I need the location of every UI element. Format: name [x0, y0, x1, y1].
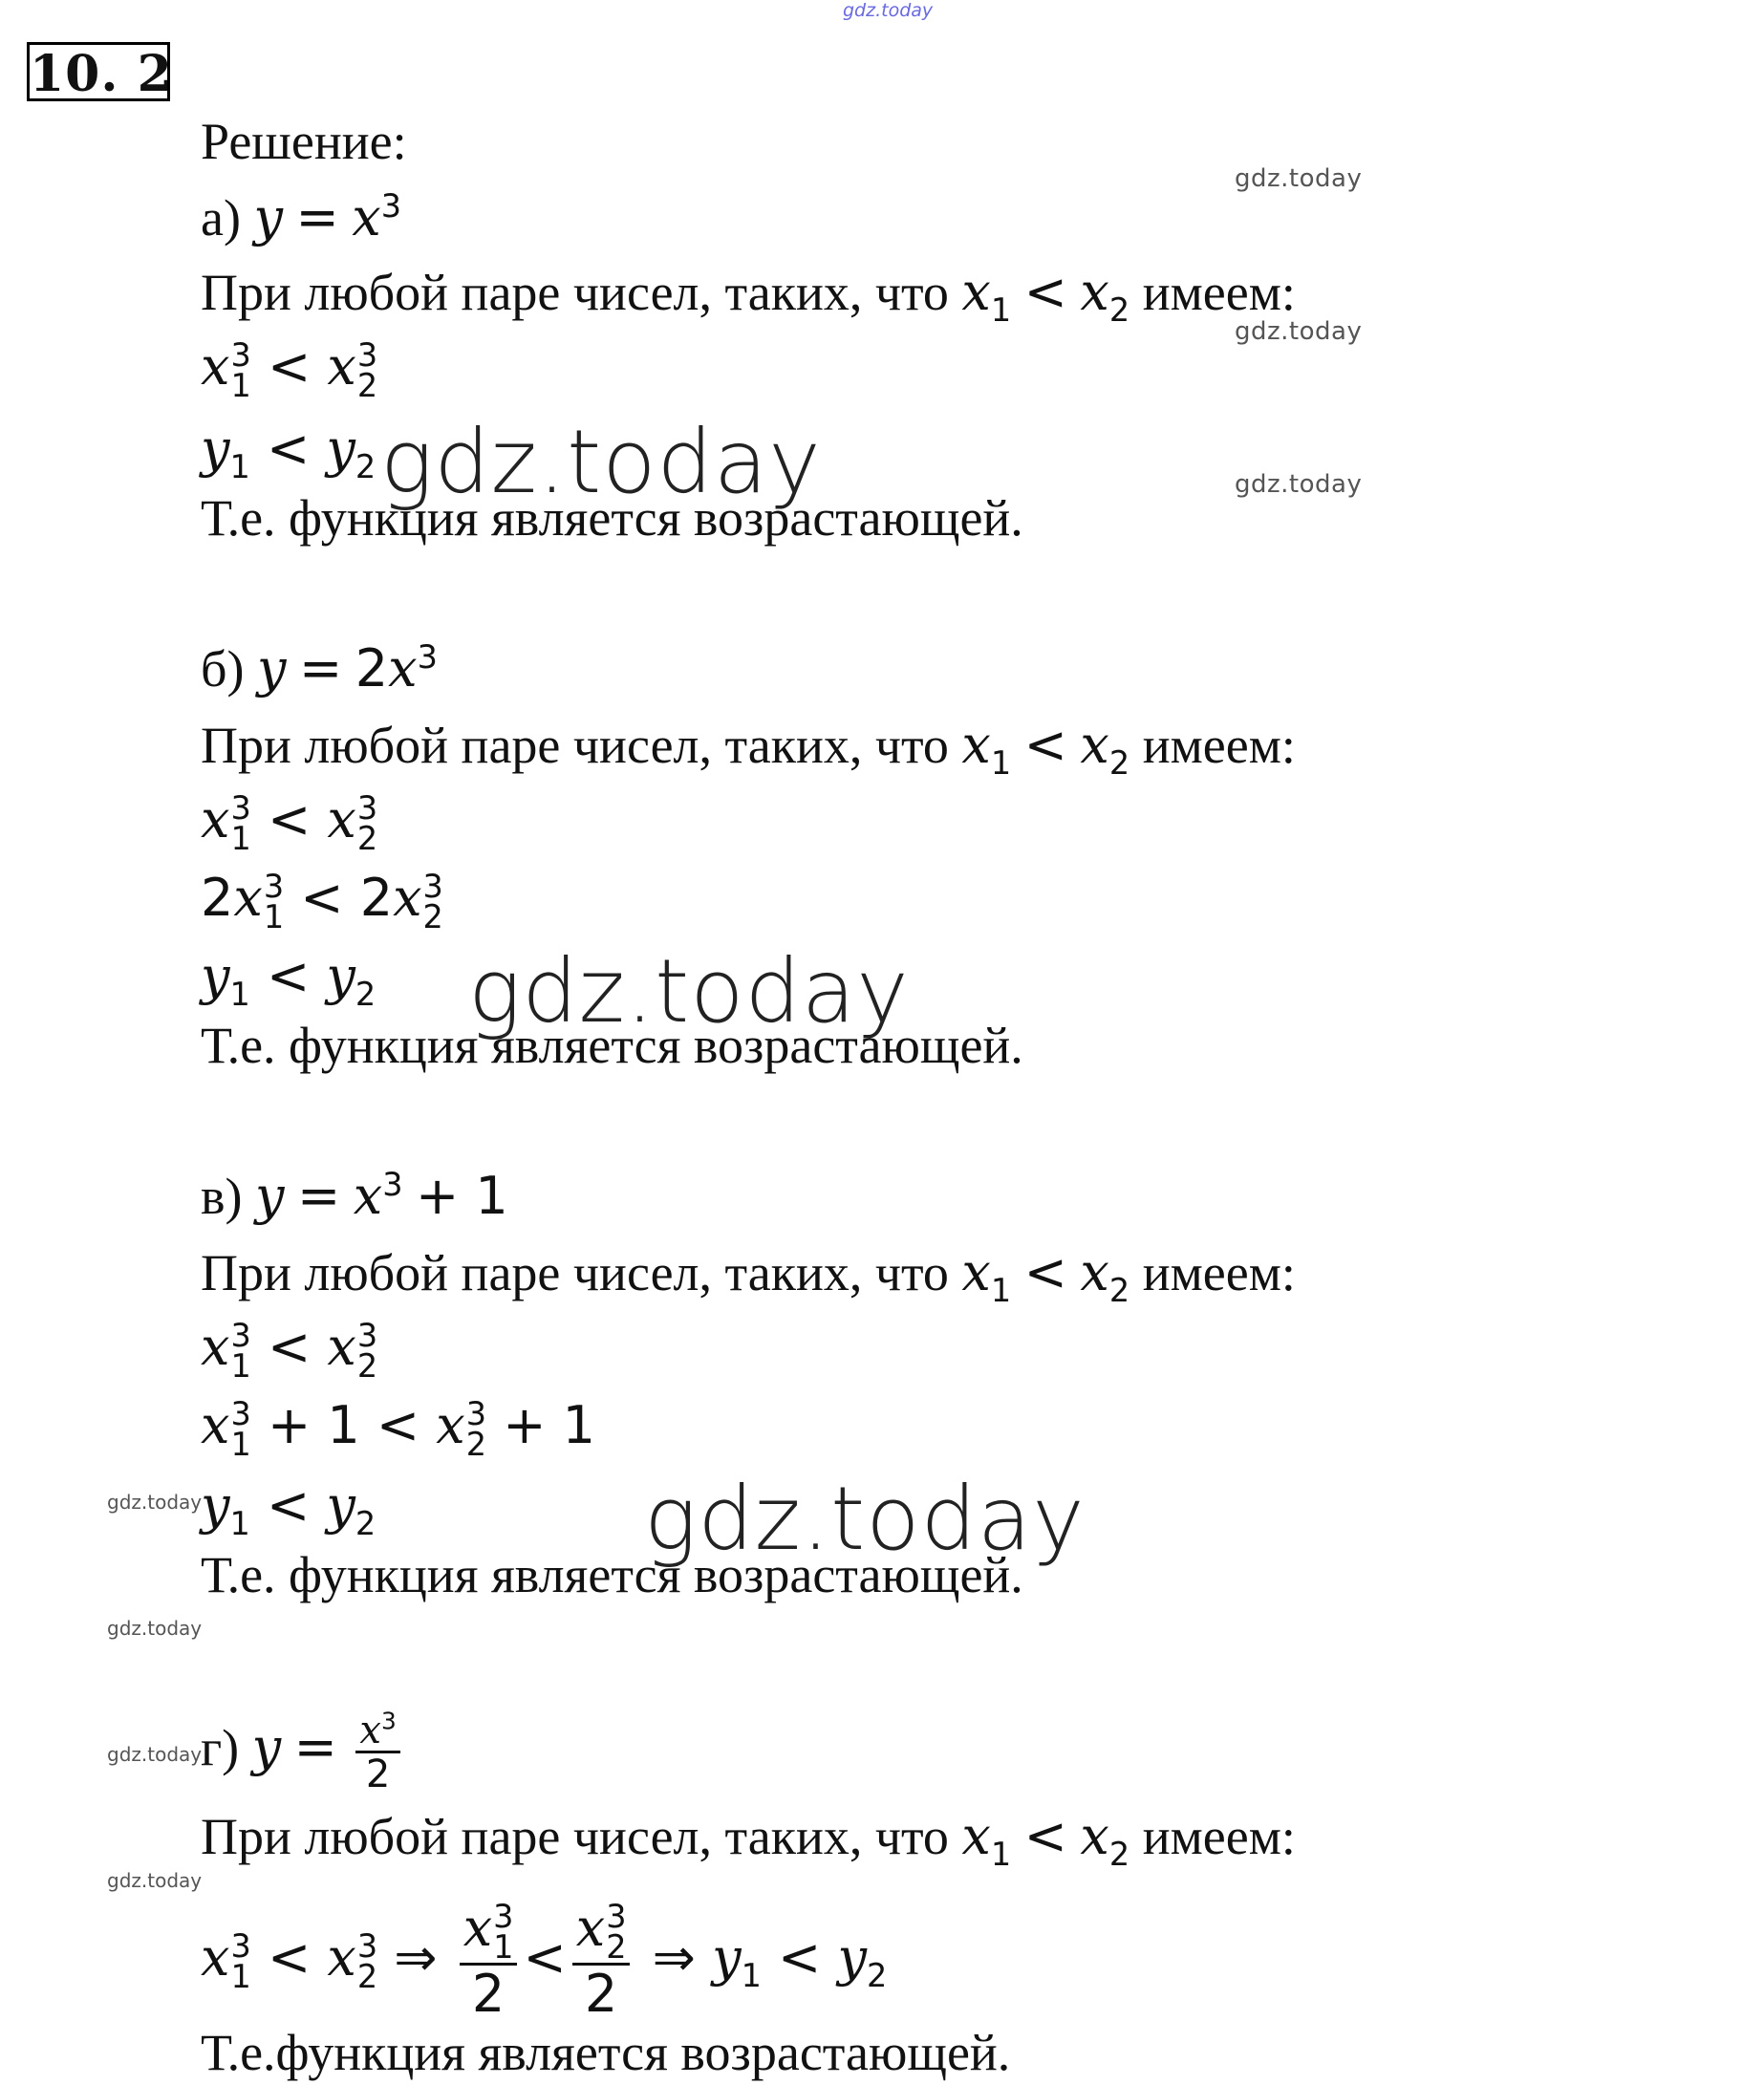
problem-number: 10. 2	[27, 42, 170, 101]
part-g-condition: При любой паре чисел, таких, что $x_1 < x_2$ имеем:	[201, 1806, 1296, 1873]
have-text: имеем:	[1142, 1808, 1296, 1865]
part-v-label: в)	[201, 1168, 243, 1225]
watermark-small: gdz.today	[107, 1491, 203, 1514]
watermark-small: gdz.today	[1235, 164, 1363, 193]
watermark-big: gdz.today	[468, 940, 910, 1042]
condition-text: При любой паре чисел, таких, что	[201, 264, 949, 321]
part-a-step-2: $y_1 < y_2$	[201, 419, 376, 485]
watermark-small: gdz.today	[1235, 470, 1363, 499]
part-b-conclusion: Т.е. функция является возрастающей.	[201, 1017, 1023, 1074]
part-g-function: г) y = $\frac{x^3}{2}$	[201, 1710, 406, 1795]
watermark-small: gdz.today	[107, 1743, 203, 1766]
solution-heading: Решение:	[201, 113, 407, 170]
condition-text: При любой паре чисел, таких, что	[201, 1244, 949, 1301]
condition-text: При любой паре чисел, таких, что	[201, 1808, 949, 1865]
part-v-conclusion: Т.е. функция является возрастающей.	[201, 1546, 1023, 1603]
part-a-conclusion: Т.е. функция является возрастающей.	[201, 489, 1023, 547]
part-a-condition: При любой паре чисел, таких, что $x_1 < x_2$ имеем:	[201, 262, 1296, 329]
part-g-label: г)	[201, 1718, 240, 1776]
have-text: имеем:	[1142, 264, 1296, 321]
have-text: имеем:	[1142, 717, 1296, 774]
part-b-step-2: 2x 3 1 < 2x 3 2	[201, 868, 443, 935]
watermark-small: gdz.today	[107, 1869, 203, 1892]
part-b-label: б)	[201, 640, 245, 698]
fraction: x 3 2 2	[572, 1902, 631, 2022]
part-a-step-1: x 3 1 < x 3 2	[201, 336, 378, 404]
part-v-step-3: $y_1 < y_2$	[201, 1475, 376, 1542]
part-v-condition: При любой паре чисел, таких, что $x_1 < x_2$ имеем:	[201, 1242, 1296, 1309]
part-v-step-2: x 3 1 + 1 < x 3 2 + 1	[201, 1395, 595, 1463]
fraction: x 3 1 2	[460, 1902, 518, 2022]
fraction: $\frac{x^3}{2}$	[355, 1710, 399, 1795]
have-text: имеем:	[1142, 1244, 1296, 1301]
part-b-step-3: $y_1 < y_2$	[201, 946, 376, 1013]
part-a-function: а) $y = x^3$	[201, 187, 401, 247]
watermark-top: gdz.today	[843, 0, 934, 21]
part-g-step-1: x 3 1 < x 3 2 ⇒ x 3 1 2 < x 3 2 2 ⇒ $y_1 < y_2$	[201, 1898, 888, 2024]
part-v-function: в) $y = x^3 + 1$	[201, 1166, 508, 1226]
part-b-condition: При любой паре чисел, таких, что $x_1 < x_2$ имеем:	[201, 715, 1296, 782]
part-b-step-1: x 3 1 < x 3 2	[201, 789, 378, 857]
watermark-small: gdz.today	[1235, 317, 1363, 346]
part-b-function: б) $y = 2x^3$	[201, 638, 438, 699]
condition-text: При любой паре чисел, таких, что	[201, 717, 949, 774]
watermark-small: gdz.today	[107, 1617, 203, 1640]
part-a-label: а)	[201, 189, 241, 247]
part-v-step-1: x 3 1 < x 3 2	[201, 1317, 378, 1385]
watermark-big: gdz.today	[380, 411, 822, 513]
watermark-big: gdz.today	[644, 1468, 1086, 1570]
part-g-conclusion: Т.е.функция является возрастающей.	[201, 2024, 1011, 2081]
